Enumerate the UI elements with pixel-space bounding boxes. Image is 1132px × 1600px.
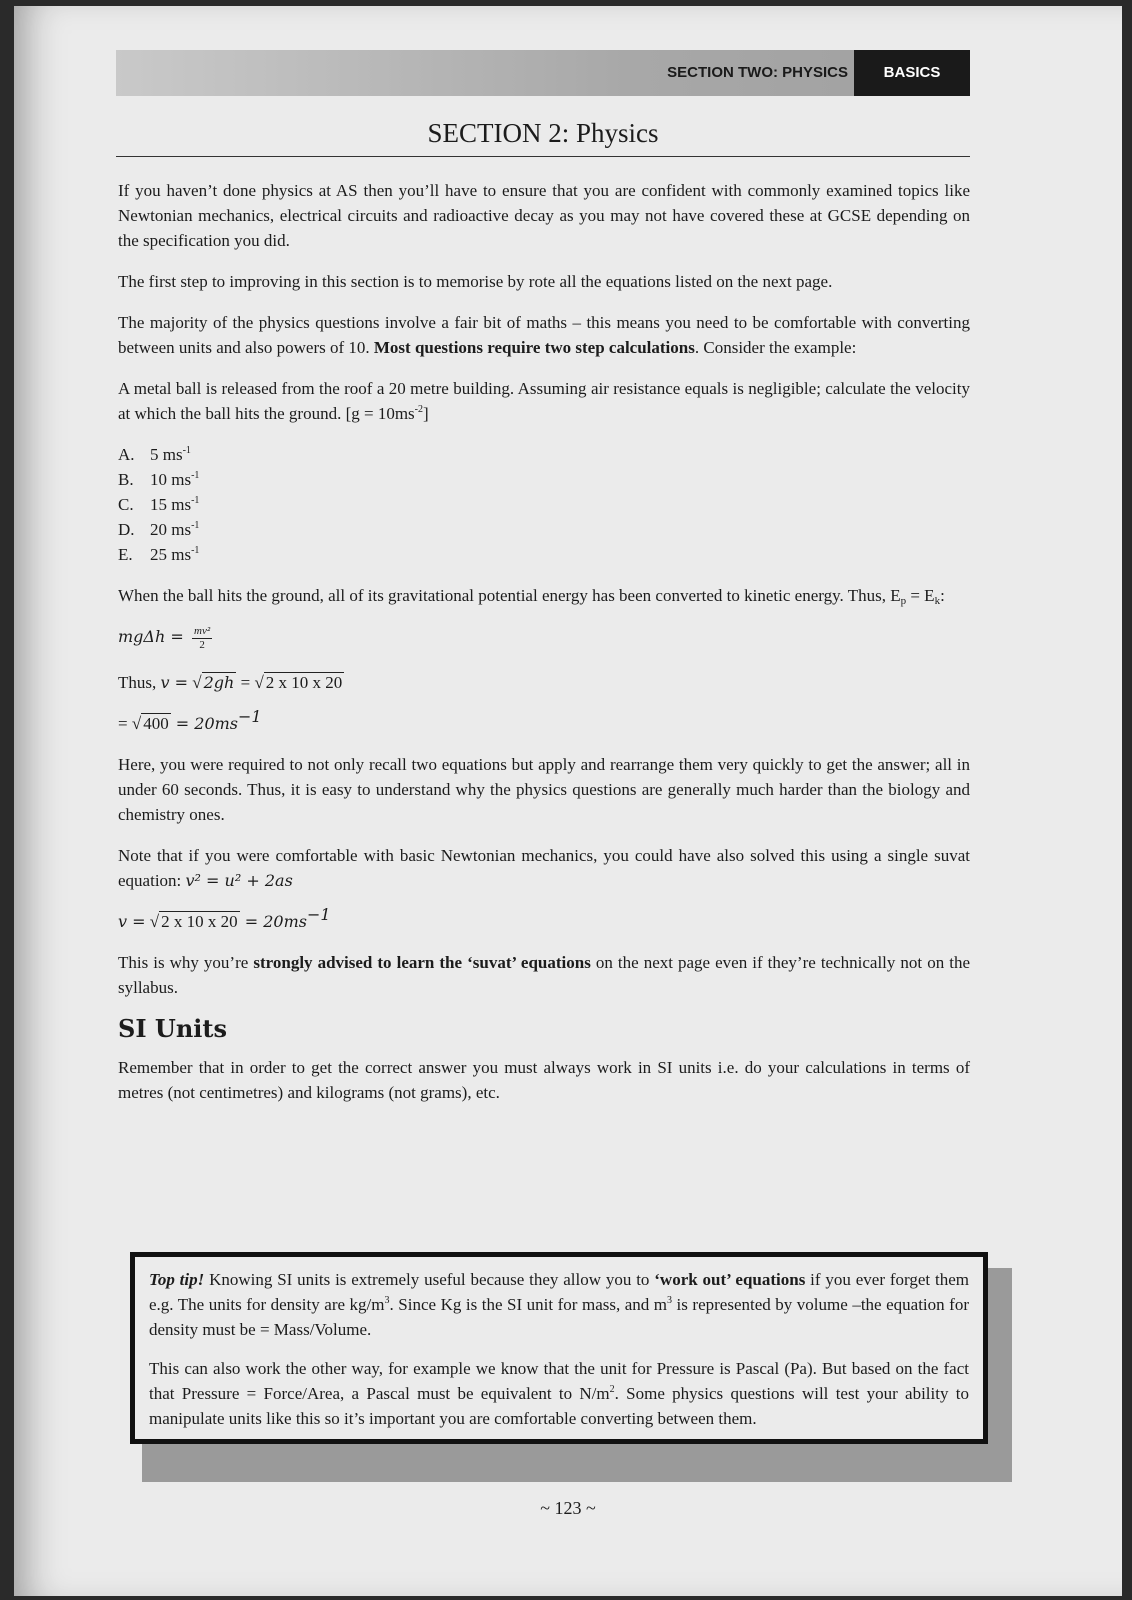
running-header: [116, 50, 970, 96]
energy-paragraph: When the ball hits the ground, all of its gravitational potential energy has been converted to kinetic energy. Thus, $E_p = E_k$:: [118, 586, 945, 607]
book-page: [14, 6, 1122, 1596]
option-c: C. 15 $ms^{-1}$: [118, 495, 200, 514]
option-a: A. 5 $ms^{-1}$: [118, 445, 191, 464]
tip-paragraph-1: Top tip! Knowing SI units is extremely useful because they allow you to ‘work out’ equations if you ever forget them e.g. The units for density are $kg/m^3$. Since Kg is the SI unit for mass, and $m^3$ is represented by volume –the equation for density must be = Mass/Volume.: [149, 1270, 969, 1339]
equation-result: = √ $400 = 20ms^{-1}$: [118, 706, 262, 733]
page-title: SECTION 2: Physics: [427, 118, 659, 148]
equation-energy: mgΔh = $\frac{\text{mv²}}{2}$: [118, 624, 211, 651]
header-section-label: SECTION TWO: PHYSICS: [667, 64, 848, 81]
page-number: ~ 123 ~: [540, 1498, 596, 1518]
option-d: D. 20 $ms^{-1}$: [118, 520, 200, 539]
suvat-note-paragraph: Note that if you were comfortable with basic Newtonian mechanics, you could have also solved this using a single suvat equation: v² = u² + 2as: [118, 845, 970, 890]
top-tip-box: [130, 1252, 988, 1444]
equation-velocity: Thus, v = √ 2gh = √ 2 x 10 x 20: [118, 672, 343, 692]
si-units-paragraph: Remember that in order to get the correct answer you must always work in SI units i.e. do your calculations in terms of metres (not centimetres) and kilograms (not grams), etc.: [118, 1057, 970, 1102]
header-tab-label: BASICS: [854, 50, 970, 96]
question-paragraph: A metal ball is released from the roof a 20 metre building. Assuming air resistance equals is negligible; calculate the velocity at which the ball hits the ground. $[g = 10ms^{-2}]$: [118, 379, 970, 423]
tip-paragraph-2: This can also work the other way, for example we know that the unit for Pressure is Pascal (Pa). But based on the fact that Pressure = Force/Area, a Pascal must be equivalent to $N/m^2$. Some physics questions will test your ability to manipulate units like this so it’s important you are comfortable converting between them.: [149, 1359, 969, 1428]
option-b: B. 10 $ms^{-1}$: [118, 470, 200, 489]
title-divider: [116, 156, 970, 157]
si-units-heading: SI Units: [118, 1013, 228, 1043]
answer-options: [118, 442, 970, 567]
equation-suvat: v = √ 2 x 10 x $20 = 20ms^{-1}$: [118, 904, 331, 931]
page-body: [118, 178, 970, 1121]
intro-paragraph: If you haven’t done physics at AS then you’ll have to ensure that you are confident with commonly examined topics like Newtonian mechanics, electrical circuits and radioactive decay as you may not have covered these at GCSE depending on the specification you did.: [118, 181, 970, 250]
option-e: E. 25 $ms^{-1}$: [118, 545, 200, 564]
majority-paragraph: The majority of the physics questions involve a fair bit of maths – this means you need to be comfortable with converting between units and also powers of 10. Most questions require two step calculations. Consider the example:: [118, 313, 970, 357]
advice-paragraph: This is why you’re strongly advised to learn the ‘suvat’ equations on the next page even if they’re technically not on the syllabus.: [118, 952, 970, 997]
first-step-paragraph: The first step to improving in this section is to memorise by rote all the equations listed on the next page.: [118, 272, 833, 291]
explanation-paragraph: Here, you were required to not only recall two equations but apply and rearrange them very quickly to get the answer; all in under 60 seconds. Thus, it is easy to understand why the physics questions are generally much harder than the biology and chemistry ones.: [118, 754, 970, 824]
